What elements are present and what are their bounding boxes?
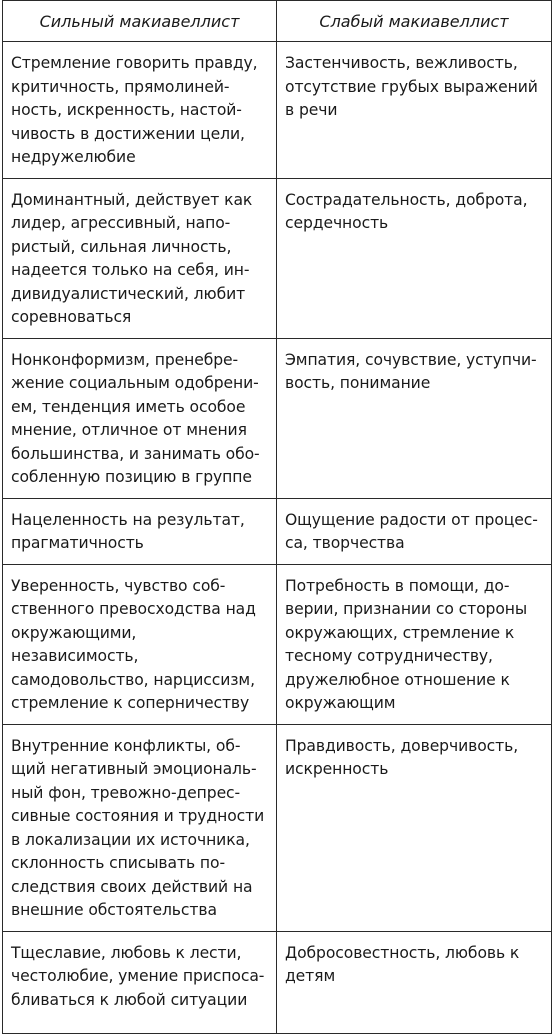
weak-trait-cell: Сострадательность, доброта, сердечность [277,178,552,338]
weak-trait-cell: Ощущение радости от процесса, творчества [277,498,552,564]
strong-trait-cell: Тщеславие, любовь к лести, честолюбие, умение приспосабливаться к любой ситуации [3,931,277,1033]
weak-trait-cell: Эмпатия, сочувствие, уступчивость, понимание [277,338,552,498]
strong-trait-cell: Внутренние конфликты, общий негативный эмоциональный фон, тревожно-депрессивные состояния и трудности в локализации их источника, склонность списывать последствия своих действий на внешние обстоятельства [3,724,277,931]
table-header-row [3,1,552,42]
header-strong-machiavellian: Сильный макиавеллист [3,1,277,42]
weak-trait-cell: Добросовестность, любовь к детям [277,931,552,1033]
weak-trait-cell: Застенчивость, вежливость, отсутствие грубых выражений в речи [277,42,552,179]
strong-trait-cell: Стремление говорить правду, критичность, прямолинейность, искренность, настойчивость в достижении цели, недружелюбие [3,42,277,179]
table-row [3,724,552,931]
strong-trait-cell: Доминантный, действует как лидер, агрессивный, напористый, сильная личность, надеется только на себя, индивидуалистический, любит соревноваться [3,178,277,338]
table-row [3,178,552,338]
table-row [3,498,552,564]
strong-trait-cell: Уверенность, чувство собственного превосходства над окружающими, независимость, самодовольство, нарциссизм, стремление к соперничеству [3,564,277,724]
weak-trait-cell: Потребность в помощи, доверии, признании со стороны окружающих, стремление к тесному сотрудничеству, дружелюбное отношение к окружающим [277,564,552,724]
strong-trait-cell: Нонконформизм, пренебрежение социальным одобрением, тенденция иметь особое мнение, отличное от мнения большинства, и занимать обособленную позицию в группе [3,338,277,498]
weak-trait-cell: Правдивость, доверчивость, искренность [277,724,552,931]
table-row [3,42,552,179]
table-row [3,931,552,1033]
machiavellian-comparison-table [2,0,552,1034]
strong-trait-cell: Нацеленность на результат, прагматичность [3,498,277,564]
header-weak-machiavellian: Слабый макиавеллист [277,1,552,42]
table-row [3,564,552,724]
comparison-table-wrapper [2,0,551,1034]
table-row [3,338,552,498]
